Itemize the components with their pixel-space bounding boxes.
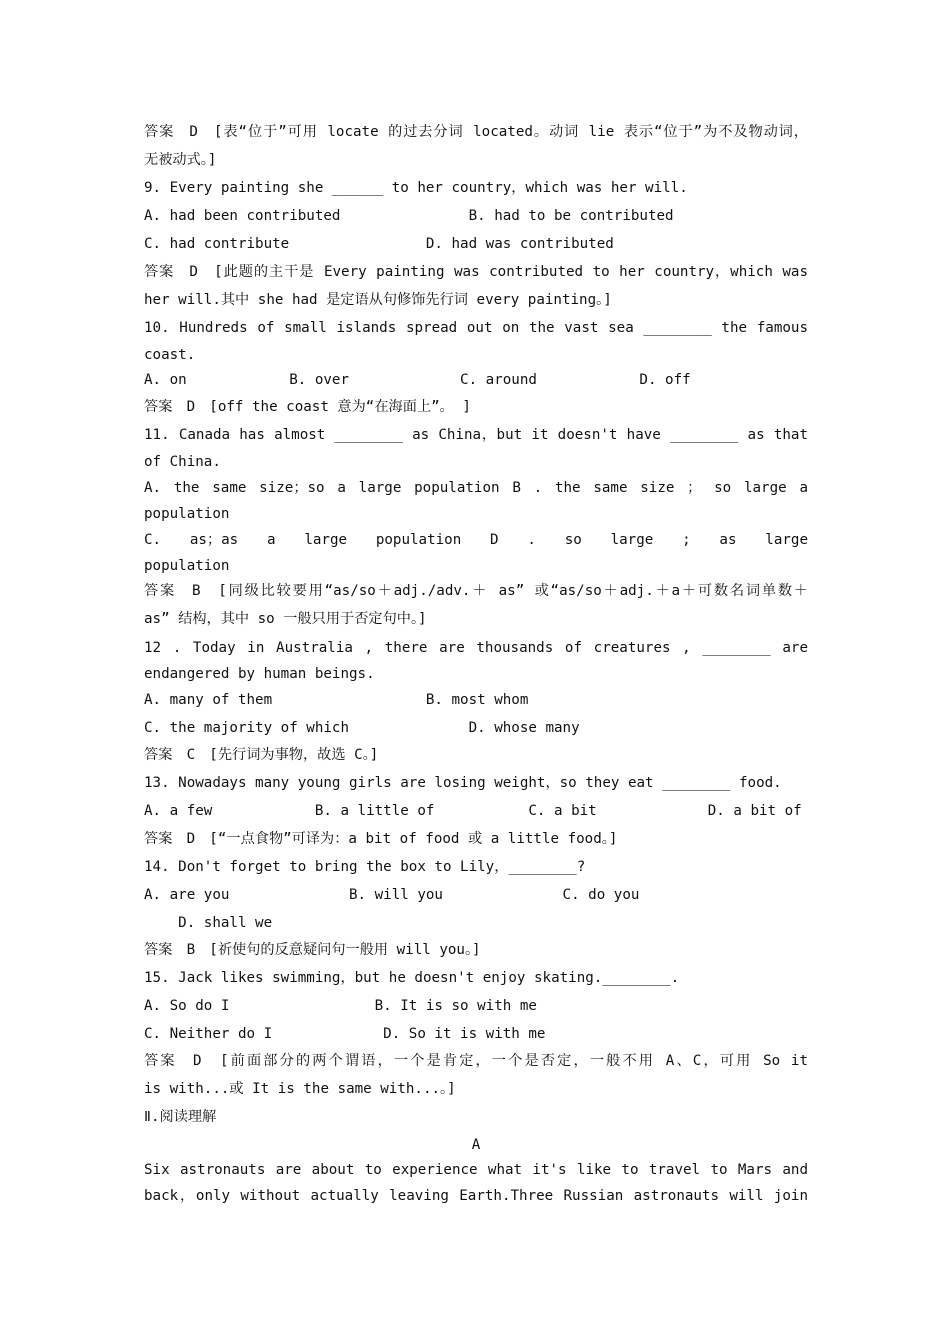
question-11-options-cd-line-1: C. as；as a large population D . so large ; as large [144,532,808,548]
question-12-stem-line-2: endangered by human beings. [144,666,375,682]
answer-9-line-2: her will.其中 she had 是定语从句修饰先行词 every painting。] [144,292,612,308]
question-12-stem-line-1: 12 . Today in Australia , there are thousands of creatures , ________ are [144,640,808,656]
question-11-options-cd-line-2: population [144,558,230,574]
question-12-options-ab: A. many of them B. most whom [144,692,529,708]
answer-9-line-1: 答案 D [此题的主干是 Every painting was contributed to her country，which was [144,264,808,280]
question-11-options-ab-line-2: population [144,506,230,522]
answer-11-line-1: 答案 B [同级比较要用“as/so＋adj./adv.＋ as” 或“as/so＋adj.＋a＋可数名词单数＋ [144,583,808,599]
passage-a-line-2: back，only without actually leaving Earth.Three Russian astronauts will join [144,1188,808,1204]
answer-8-line-1: 答案 D [表“位于”可用 locate 的过去分词 located。动词 lie 表示“位于”为不及物动词， [144,124,808,140]
answer-15-line-2: is with...或 It is the same with...。] [144,1081,456,1097]
question-10-stem-line-2: coast. [144,347,196,363]
answer-15-line-1: 答案 D [前面部分的两个谓语，一个是肯定，一个是否定，一般不用 A、C，可用 So it [144,1053,808,1069]
question-11-stem-line-2: of China. [144,454,221,470]
answer-14: 答案 B [祈使句的反意疑问句一般用 will you。] [144,942,481,958]
question-9-options-ab: A. had been contributed B. had to be contributed [144,208,674,224]
question-15-options-cd: C. Neither do I D. So it is with me [144,1026,546,1042]
question-11-options-ab-line-1: A. the same size；so a large population B . the same size ； so large a [144,480,808,496]
question-13-options: A. a few B. a little of C. a bit D. a bit of [144,803,802,819]
question-14-options-abc: A. are you B. will you C. do you [144,887,640,903]
answer-11-line-2: as” 结构，其中 so 一般只用于否定句中。] [144,611,427,627]
section-heading-reading: Ⅱ.阅读理解 [144,1109,217,1125]
question-15-stem: 15. Jack likes swimming，but he doesn't enjoy skating.________. [144,970,680,986]
question-14-stem: 14. Don't forget to bring the box to Lily，________? [144,859,586,875]
question-9-options-cd: C. had contribute D. had was contributed [144,236,614,252]
answer-8-line-2: 无被动式。] [144,152,217,168]
question-10-options: A. on B. over C. around D. off [144,372,691,388]
question-13-stem: 13. Nowadays many young girls are losing weight，so they eat ________ food. [144,775,782,791]
question-12-options-cd: C. the majority of which D. whose many [144,720,580,736]
answer-10: 答案 D [off the coast 意为“在海面上”。 ] [144,399,471,415]
question-14-option-d: D. shall we [144,915,273,931]
question-9-stem: 9. Every painting she ______ to her country，which was her will. [144,180,688,196]
passage-label: A [471,1137,481,1153]
passage-a-line-1: Six astronauts are about to experience what it's like to travel to Mars and [144,1162,808,1178]
question-11-stem-line-1: 11. Canada has almost ________ as China，but it doesn't have ________ as that [144,427,808,443]
answer-13: 答案 D [“一点食物”可译为：a bit of food 或 a little food。] [144,831,618,847]
question-15-options-ab: A. So do I B. It is so with me [144,998,537,1014]
question-10-stem-line-1: 10. Hundreds of small islands spread out on the vast sea ________ the famous [144,320,808,336]
answer-12: 答案 C [先行词为事物，故选 C。] [144,747,379,763]
